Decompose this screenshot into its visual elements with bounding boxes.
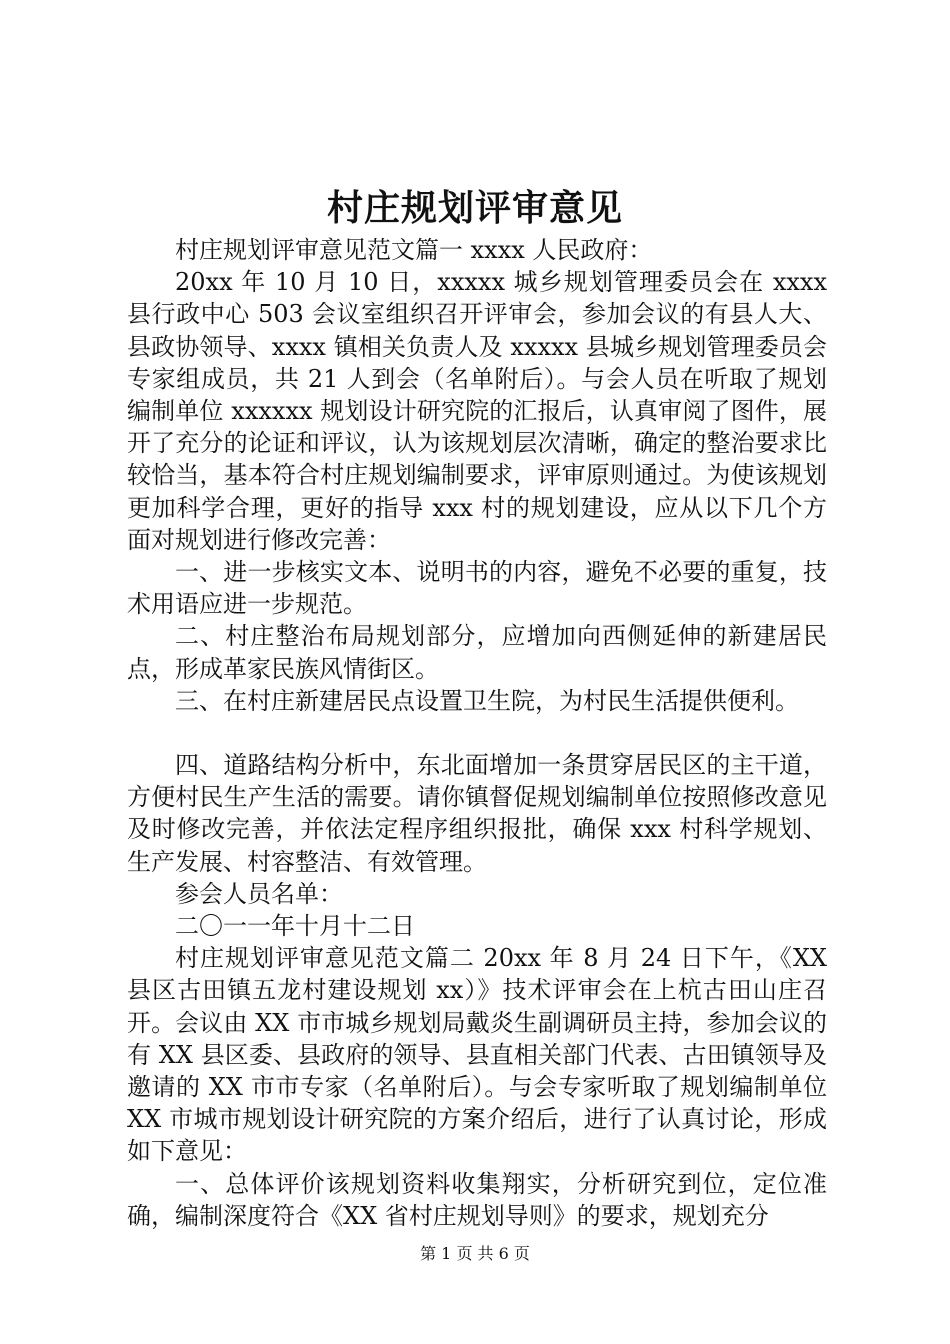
paragraph-evaluation: 一、总体评价该规划资料收集翔实，分析研究到位，定位准确，编制深度符合《XX 省村庄规划导则》的要求，规划充分 — [127, 1169, 827, 1230]
paragraph-intro: 村庄规划评审意见范文篇一 xxxx 人民政府： — [175, 236, 653, 264]
paragraph-meeting: 20xx 年 10 月 10 日，xxxxx 城乡规划管理委员会在 xxxx 县行政中心 503 会议室组织召开评审会，参加会议的有县人大、县政协领导、xxxx 镇相关负责人及 xxxxx 县城乡规划管理委员会专家组成员，共 21 人到会（名单附后）。与会人员在听取了规划编制单位 xxxxxx 规划设计研究院的汇报后，认真审阅了图件，展开了充分的论证和评议，认为该规划层次清晰，确定的整治要求比较恰当，基本符合村庄规划编制要求，评审原则通过。为使该规划更加科学合理，更好的指导 xxx 村的规划建设，应从以下几个方面对规划进行修改完善： — [127, 268, 827, 554]
paragraph-item-4: 四、道路结构分析中，东北面增加一条贯穿居民区的主干道，方便村民生产生活的需要。请你镇督促规划编制单位按照修改意见及时修改完善，并依法定程序组织报批，确保 xxx 村科学规划、生产发展、村容整洁、有效管理。 — [127, 751, 827, 876]
paragraph-item-1: 一、进一步核实文本、说明书的内容，避免不必要的重复，技术用语应进一步规范。 — [127, 558, 827, 619]
paragraph-item-2: 二、村庄整治布局规划部分，应增加向西侧延伸的新建居民点，形成革家民族风情街区。 — [127, 622, 827, 683]
paragraph-item-3: 三、在村庄新建居民点设置卫生院，为村民生活提供便利。 — [175, 686, 799, 715]
document-body — [127, 234, 827, 1232]
paragraph-example-2: 村庄规划评审意见范文篇二 20xx 年 8 月 24 日下午，《XX 县区古田镇五龙村建设规划 xx）》技术评审会在上杭古田山庄召开。会议由 XX 市市城乡规划局戴炎生副调研员主持，参加会议的有 XX 县区委、县政府的领导、县直相关部门代表、古田镇领导及邀请的 XX 市市专家（名单附后）。与会专家听取了规划编制单位 XX 市城市规划设计研究院的方案介绍后，进行了认真讨论，形成如下意见： — [127, 944, 827, 1166]
paragraph-attendee-list: 参会人员名单： — [175, 879, 343, 908]
page-footer: 第 1 页 共 6 页 — [420, 1244, 530, 1263]
paragraph-date: 二〇一一年十月十二日 — [175, 912, 415, 941]
document-title: 村庄规划评审意见 — [326, 187, 623, 229]
